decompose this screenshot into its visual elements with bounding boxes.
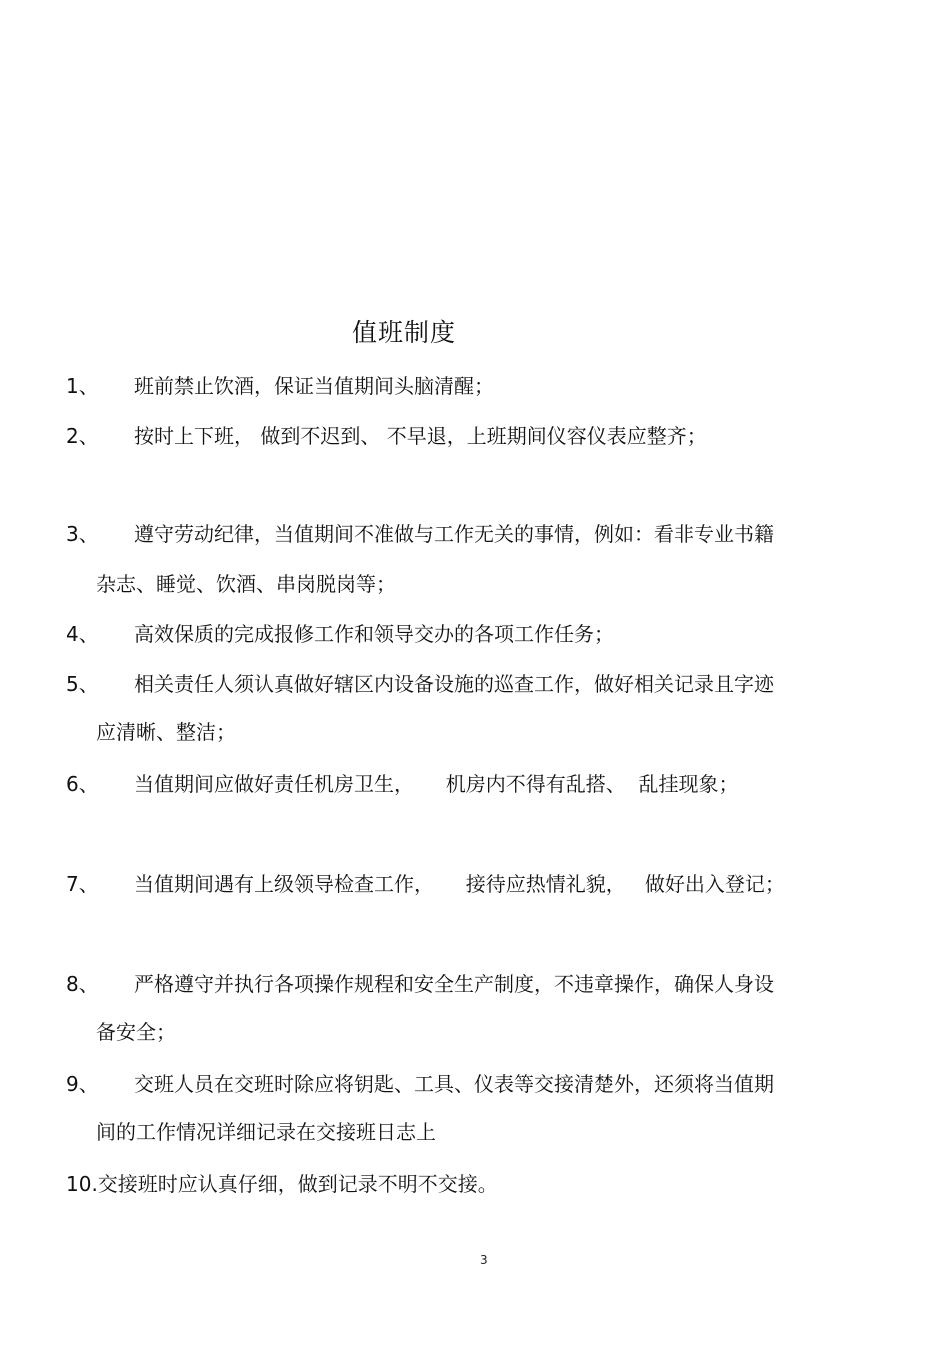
rule-text: 当值期间遇有上级领导检查工作， 接待应热情礼貌， 做好出入登记； — [134, 872, 785, 896]
rule-text: 10.交接班时应认真仔细，做到记录不明不交接。 — [66, 1172, 498, 1196]
rule-text-continuation: 间的工作情况详细记录在交接班日志上 — [96, 1120, 436, 1144]
rule-text: 遵守劳动纪律，当值期间不准做与工作无关的事情，例如：看非专业书籍 — [134, 522, 774, 546]
rule-number: 6、 — [66, 772, 99, 796]
rule-text: 交班人员在交班时除应将钥匙、工具、仪表等交接清楚外，还须将当值期 — [134, 1072, 774, 1096]
rule-text: 班前禁止饮酒，保证当值期间头脑清醒； — [134, 374, 494, 398]
rule-number: 5、 — [66, 672, 99, 696]
rule-text-continuation: 杂志、睡觉、饮酒、串岗脱岗等； — [96, 572, 396, 596]
page-title: 值班制度 — [352, 318, 457, 347]
rule-number: 9、 — [66, 1072, 99, 1096]
rule-number: 8、 — [66, 972, 99, 996]
rule-text: 严格遵守并执行各项操作规程和安全生产制度，不违章操作，确保人身设 — [134, 972, 774, 996]
rule-text: 高效保质的完成报修工作和领导交办的各项工作任务； — [134, 622, 614, 646]
rule-text: 相关责任人须认真做好辖区内设备设施的巡查工作，做好相关记录且字迹 — [134, 672, 774, 696]
rule-text-continuation: 应清晰、整洁； — [96, 720, 236, 744]
rule-number: 7、 — [66, 872, 99, 896]
rule-number: 1、 — [66, 374, 99, 398]
rule-number: 4、 — [66, 622, 99, 646]
rule-number: 2、 — [66, 424, 99, 448]
rule-number: 3、 — [66, 522, 99, 546]
rule-text: 按时上下班， 做到不迟到、 不早退，上班期间仪容仪表应整齐； — [134, 424, 707, 448]
page-number: 3 — [480, 1253, 488, 1267]
rule-text-continuation: 备安全； — [96, 1020, 176, 1044]
rule-text: 当值期间应做好责任机房卫生， 机房内不得有乱搭、 乱挂现象； — [134, 772, 739, 796]
